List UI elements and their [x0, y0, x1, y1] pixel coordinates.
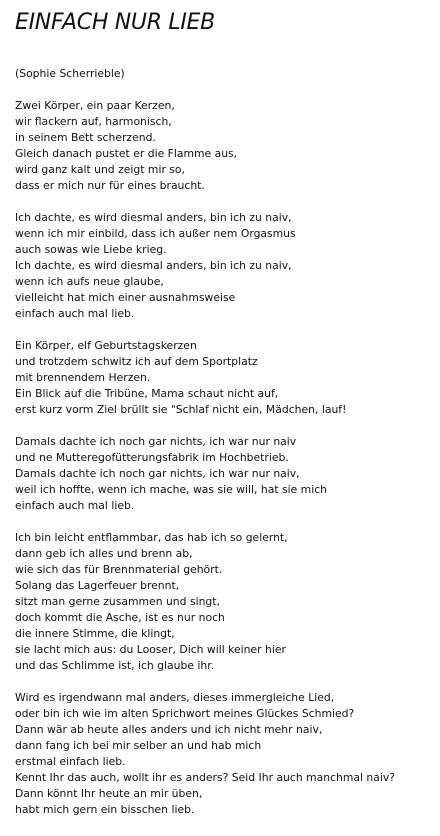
poem-stanza [15, 98, 435, 194]
poem-line: Ich dachte, es wird diesmal anders, bin ich zu naiv, [15, 259, 292, 272]
poem-line: wenn ich aufs neue glaube, [15, 275, 164, 288]
poem-line: in seinem Bett scherzend. [15, 131, 156, 144]
poem-line: sitzt man gerne zusammen und singt, [15, 595, 220, 608]
poem-line: erstmal einfach lieb. [15, 755, 126, 768]
poem-line: Damals dachte ich noch gar nichts, ich war nur naiv, [15, 467, 300, 480]
poem-line: Solang das Lagerfeuer brennt, [15, 579, 180, 592]
poem-line: wenn ich mir einbild, dass ich außer nem Orgasmus [15, 227, 296, 240]
poem-line: wird ganz kalt und zeigt mir so, [15, 163, 185, 176]
poem-line: dass er mich nur für eines braucht. [15, 179, 205, 192]
poem-line: und das Schlimme ist, ich glaube ihr. [15, 659, 215, 672]
poem-line: einfach auch mal lieb. [15, 499, 135, 512]
poem-stanza [15, 690, 435, 818]
poem-stanza [15, 530, 435, 674]
poem-line: Kennt Ihr das auch, wollt ihr es anders? Seid Ihr auch manchmal naiv? [15, 771, 396, 784]
poem-line: habt mich gern ein bisschen lieb. [15, 803, 195, 816]
poem-line: Zwei Körper, ein paar Kerzen, [15, 99, 175, 112]
poem-line: vielleicht hat mich einer ausnahmsweise [15, 291, 236, 304]
poem-line: Ich dachte, es wird diesmal anders, bin ich zu naiv, [15, 211, 292, 224]
poem-line: Ein Blick auf die Tribüne, Mama schaut nicht auf, [15, 387, 279, 400]
poem-line: doch kommt die Asche, ist es nur noch [15, 611, 225, 624]
poem-line: wie sich das für Brennmaterial gehört. [15, 563, 223, 576]
poem-line: mit brennendem Herzen. [15, 371, 151, 384]
poem-line: einfach auch mal lieb. [15, 307, 135, 320]
poem-line: dann fang ich bei mir selber an und hab mich [15, 739, 262, 752]
poem-line: Ich bin leicht entflammbar, das hab ich so gelernt, [15, 531, 288, 544]
poem-line: und ne Mutteregofütterungsfabrik im Hochbetrieb. [15, 451, 289, 464]
poem-line: sie lacht mich aus: du Looser, Dich will keiner hier [15, 643, 286, 656]
poem-title: EINFACH NUR LIEB [15, 10, 215, 35]
poem-line: Damals dachte ich noch gar nichts, ich war nur naiv [15, 435, 297, 448]
poem-line: die innere Stimme, die klingt, [15, 627, 175, 640]
poem-stanza [15, 210, 435, 322]
poem-body [15, 98, 435, 818]
poem-author: (Sophie Scherrieble) [15, 67, 125, 80]
poem-line: Dann wär ab heute alles anders und ich nicht mehr naiv, [15, 723, 323, 736]
poem-line: Ein Körper, elf Geburtstagskerzen [15, 339, 197, 352]
poem-line: Wird es irgendwann mal anders, dieses immergleiche Lied, [15, 691, 335, 704]
poem-line: Dann könnt Ihr heute an mir üben, [15, 787, 203, 800]
poem-stanza [15, 338, 435, 418]
poem-line: dann geb ich alles und brenn ab, [15, 547, 193, 560]
poem-line: und trotzdem schwitz ich auf dem Sportplatz [15, 355, 258, 368]
poem-line: wir flackern auf, harmonisch, [15, 115, 172, 128]
poem-line: Gleich danach pustet er die Flamme aus, [15, 147, 238, 160]
poem-page [15, 0, 435, 818]
poem-stanza [15, 434, 435, 514]
poem-line: weil ich hoffte, wenn ich mache, was sie will, hat sie mich [15, 483, 327, 496]
poem-line: auch sowas wie Liebe krieg. [15, 243, 167, 256]
poem-line: erst kurz vorm Ziel brüllt sie "Schlaf nicht ein, Mädchen, lauf! [15, 403, 347, 416]
poem-line: oder bin ich wie im alten Sprichwort meines Glückes Schmied? [15, 707, 355, 720]
